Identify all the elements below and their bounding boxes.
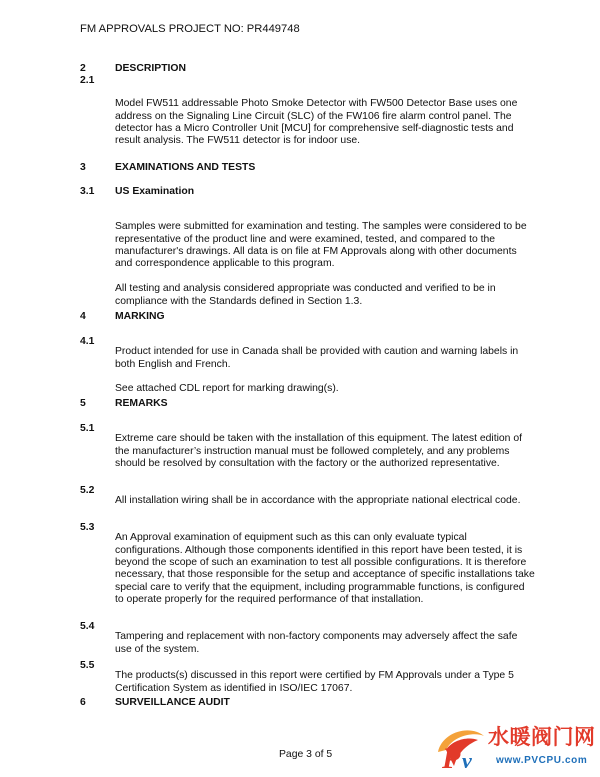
section-5-5-number: 5.5 [80,660,95,671]
section-5-1-paragraph: Extreme care should be taken with the installation of this equipment. The latest edition of the manufacturer’s instruction manual must be followed completely, and any problems should be resolved by consultation with the factory or the authorized representative. [115,433,523,469]
section-2-heading: DESCRIPTION [115,63,187,74]
section-4-heading: MARKING [115,311,165,322]
section-5-4-paragraph: Tampering and replacement with non-factory components may adversely affect the safe use of the system. [115,631,518,655]
svg-text:v: v [462,748,472,773]
page-number: Page 3 of 5 [279,749,333,760]
svg-text:P: P [442,742,461,775]
section-5-5-paragraph: The products(s) discussed in this report were certified by FM Approvals under a Type 5 Certification System as identified in ISO/IEC 17067. [115,670,514,694]
watermark-url: www.PVCPU.com [496,755,588,766]
section-6-heading: SURVEILLANCE AUDIT [115,697,230,708]
section-4-1-paragraph-2: See attached CDL report for marking drawing(s). [115,383,339,395]
section-5-3-number: 5.3 [80,522,95,533]
section-5-number: 5 [80,398,86,409]
section-5-4-number: 5.4 [80,621,95,632]
section-5-2-paragraph: All installation wiring shall be in accordance with the appropriate national electrical code. [115,495,521,507]
section-3-heading: EXAMINATIONS AND TESTS [115,162,256,173]
pv-logo-icon [432,722,494,777]
section-4-number: 4 [80,311,86,322]
section-3-number: 3 [80,162,86,173]
section-3-1-paragraph-2: All testing and analysis considered appropriate was conducted and verified to be in compliance with the Standards defined in Section 1.3. [115,283,496,307]
section-2-number: 2 [80,63,86,74]
section-5-2-number: 5.2 [80,485,95,496]
project-header: FM APPROVALS PROJECT NO: PR449748 [80,23,300,35]
section-3-1-paragraph-1: Samples were submitted for examination and testing. The samples were considered to be representative of the product line and were examined, tested, and compared to the manufacturer's drawings. All data is on file at FM Approvals along with other documents and correspondence applicable to this program. [115,221,527,270]
section-6-number: 6 [80,697,86,708]
section-5-1-number: 5.1 [80,423,95,434]
section-2-1-paragraph: Model FW511 addressable Photo Smoke Detector with FW500 Detector Base uses one address on the Signaling Line Circuit (SLC) of the FW106 fire alarm control panel. The detector has a Micro Controller Unit [MCU] for comprehensive self-diagnostic tests and result analysis. The FW511 detector is for indoor use. [115,98,518,147]
watermark-logo [432,722,600,777]
section-4-1-paragraph-1: Product intended for use in Canada shall be provided with caution and warning labels in both English and French. [115,346,519,370]
section-5-3-paragraph: An Approval examination of equipment such as this can only evaluate typical configurations. Although those components identified in this report have been tested, it is beyond the scope of such an examination to test all possible configurations. It is therefore necessary, that those responsible for the setup and acceptance of specific installations take special care to verify that the equipment, including programmable functions, is configured to operate properly for the required performance of that installation. [115,532,535,605]
section-3-1-heading: US Examination [115,186,195,197]
section-3-1-number: 3.1 [80,186,95,197]
section-2-1-number: 2.1 [80,75,95,86]
section-4-1-number: 4.1 [80,336,95,347]
section-5-heading: REMARKS [115,398,168,409]
watermark-chinese-name: 水暖阀门网 [488,726,596,749]
